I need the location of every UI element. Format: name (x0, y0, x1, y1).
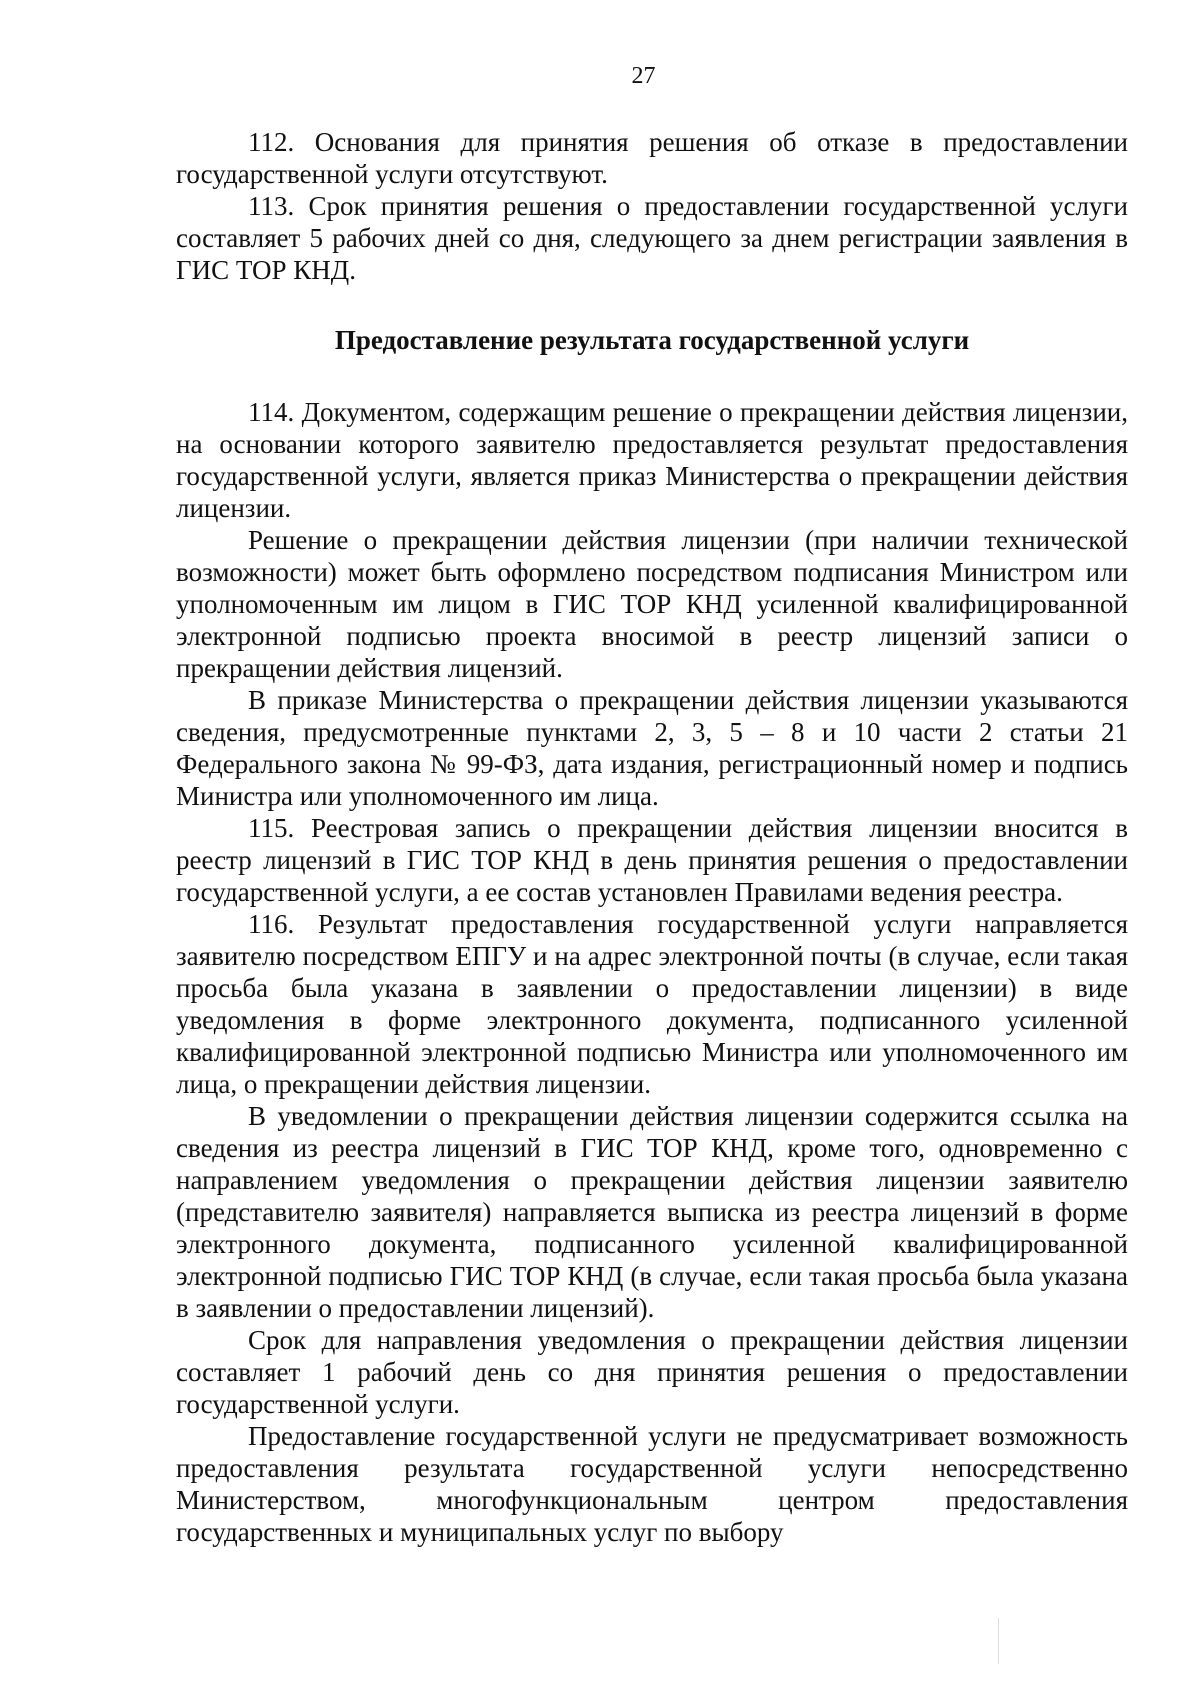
document-body (176, 126, 1128, 1548)
paragraph-notification-link: В уведомлении о прекращении действия лицензии содержится ссылка на сведения из реестра лицензий в ГИС ТОР КНД, кроме того, одновременно с направлением уведомления о прекращении действия лицензии заявителю (представителю заявителя) направляется выписка из реестра лицензий в форме электронного документа, подписанного усиленной квалифицированной электронной подписью ГИС ТОР КНД (в случае, если такая просьба была указана в заявлении о предоставлении лицензий). (176, 1101, 1128, 1323)
paragraph-order-details: В приказе Министерства о прекращении действия лицензии указываются сведения, предусмотренные пунктами 2, 3, 5 – 8 и 10 части 2 статьи 21 Федерального закона № 99-ФЗ, дата издания, регистрационный номер и подпись Министра или уполномоченного им лица. (176, 685, 1128, 811)
paragraph-115: 115. Реестровая запись о прекращении действия лицензии вносится в реестр лицензий в ГИС ТОР КНД в день принятия решения о предоставлении государственной услуги, а ее состав установлен Правилами ведения реестра. (176, 813, 1128, 907)
paragraph-result-provision: Предоставление государственной услуги не предусматривает возможность предоставления результата государственной услуги непосредственно Министерством, многофункциональным центром предоставления государственных и муниципальных услуг по выбору (176, 1421, 1128, 1547)
scan-artifact (998, 1618, 999, 1664)
paragraph-decision-signing: Решение о прекращении действия лицензии (при наличии технической возможности) может быть оформлено посредством подписания Министром или уполномоченным им лицом в ГИС ТОР КНД усиленной квалифицированной электронной подписью проекта вносимой в реестр лицензий записи о прекращении действия лицензий. (176, 525, 1128, 683)
paragraph-113: 113. Срок принятия решения о предоставлении государственной услуги составляет 5 рабочих дней со дня, следующего за днем регистрации заявления в ГИС ТОР КНД. (176, 191, 1128, 285)
paragraph-114: 114. Документом, содержащим решение о прекращении действия лицензии, на основании которого заявителю предоставляется результат предоставления государственной услуги, является приказ Министерства о прекращении действия лицензии. (176, 397, 1128, 523)
paragraph-notification-deadline: Срок для направления уведомления о прекращении действия лицензии составляет 1 рабочий день со дня принятия решения о предоставлении государственной услуги. (176, 1325, 1128, 1419)
section-heading: Предоставление результата государственной услуги (334, 325, 970, 355)
paragraph-116: 116. Результат предоставления государственной услуги направляется заявителю посредством ЕПГУ и на адрес электронной почты (в случае, если такая просьба была указана в заявлении о предоставлении лицензии) в виде уведомления в форме электронного документа, подписанного усиленной квалифицированной электронной подписью Министра или уполномоченного им лица, о прекращении действия лицензии. (176, 909, 1128, 1099)
page-number: 27 (631, 63, 656, 89)
paragraph-112: 112. Основания для принятия решения об отказе в предоставлении государственной услуги отсутствуют. (176, 127, 1128, 189)
